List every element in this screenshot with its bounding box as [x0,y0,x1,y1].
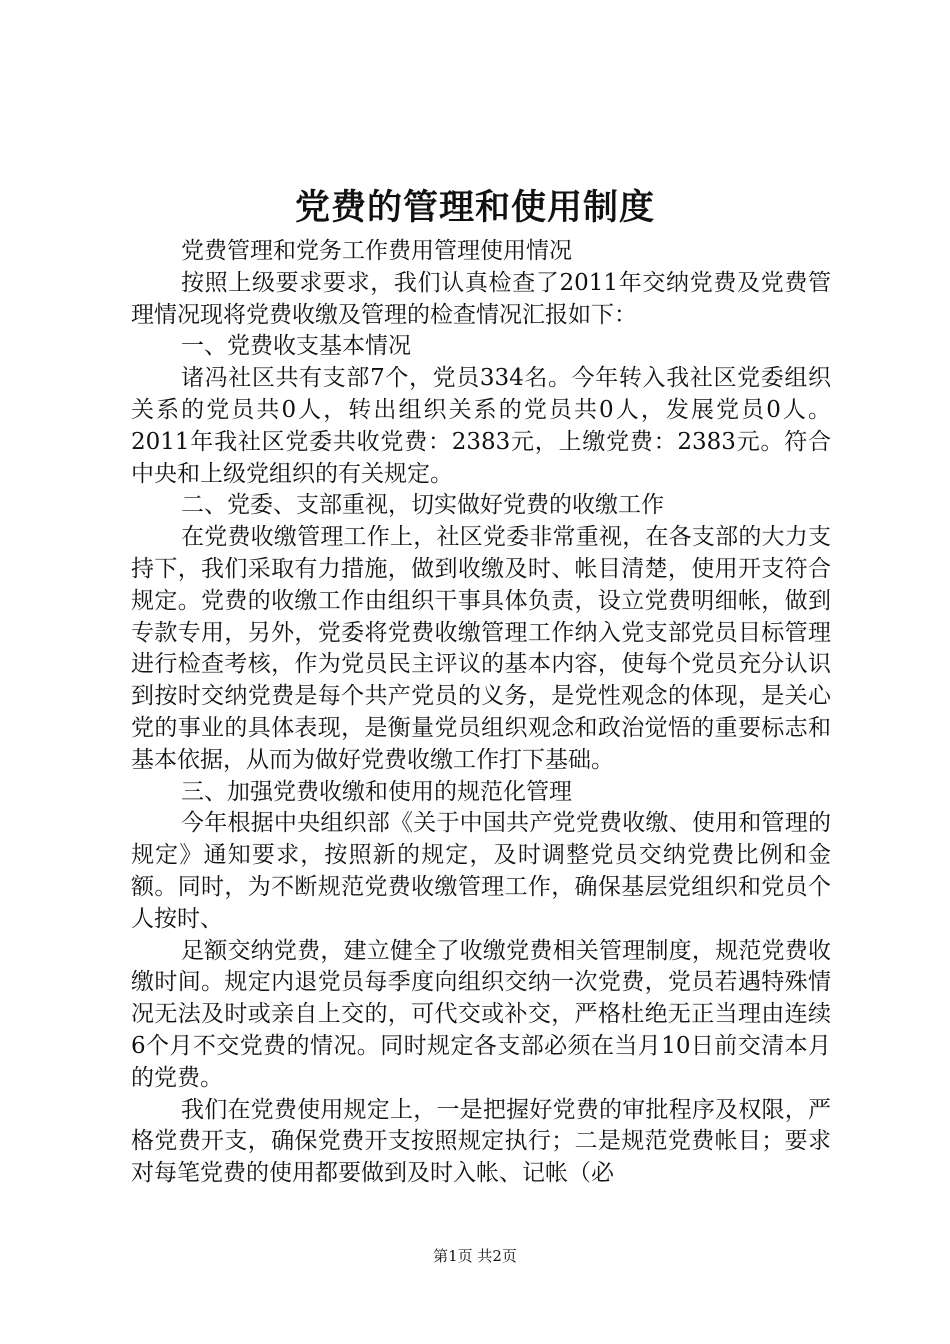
section-heading-2: 二、党委、支部重视，切实做好党费的收缴工作 [181,492,664,519]
paragraph-subtitle: 党费管理和党务工作费用管理使用情况 [181,238,572,264]
page-footer: 第1页 共2页 [433,1247,517,1265]
paragraph-section-1: 诸冯社区共有支部7个，党员334名。今年转入我社区党委组织关系的党员共0人，转出组织关系的党员共0人，发展党员0人。2011年我社区党委共收党费：2383元，上缴党费：2383元。符合中央和上级党组织的有关规定。 [131,365,831,487]
paragraph-section-3c: 我们在党费使用规定上，一是把握好党费的审批程序及权限，严格党费开支，确保党费开支按照规定执行；二是规范党费帐目；要求对每笔党费的使用都要做到及时入帐、记帐（必 [131,1096,831,1187]
section-heading-3: 三、加强党费收缴和使用的规范化管理 [181,778,572,805]
paragraph-section-2: 在党费收缴管理工作上，社区党委非常重视，在各支部的大力支持下，我们采取有力措施，做到收缴及时、帐目清楚，使用开支符合规定。党费的收缴工作由组织干事具体负责，设立党费明细帐，做到专款专用，另外，党委将党费收缴管理工作纳入党支部党员目标管理进行检查考核，作为党员民主评议的基本内容，使每个党员充分认识到按时交纳党费是每个共产党员的义务，是党性观念的体现，是关心党的事业的具体表现，是衡量党员组织观念和政治觉悟的重要标志和基本依据，从而为做好党费收缴工作打下基础。 [131,524,831,773]
paragraph-intro: 按照上级要求要求，我们认真检查了2011年交纳党费及党费管理情况现将党费收缴及管理的检查情况汇报如下： [131,269,831,328]
paragraph-section-3b: 足额交纳党费，建立健全了收缴党费相关管理制度，规范党费收缴时间。规定内退党员每季度向组织交纳一次党费，党员若遇特殊情况无法及时或亲自上交的，可代交或补交，严格杜绝无正当理由连续6个月不交党费的情况。同时规定各支部必须在当月10日前交清本月的党费。 [131,937,831,1091]
document-body [131,236,831,1190]
paragraph-section-3a: 今年根据中央组织部《关于中国共产党党费收缴、使用和管理的规定》通知要求，按照新的规定，及时调整党员交纳党费比例和金额。同时，为不断规范党费收缴管理工作，确保基层党组织和党员个人按时、 [131,810,831,932]
section-heading-1: 一、党费收支基本情况 [181,333,411,360]
document-title: 党费的管理和使用制度 [294,187,655,228]
